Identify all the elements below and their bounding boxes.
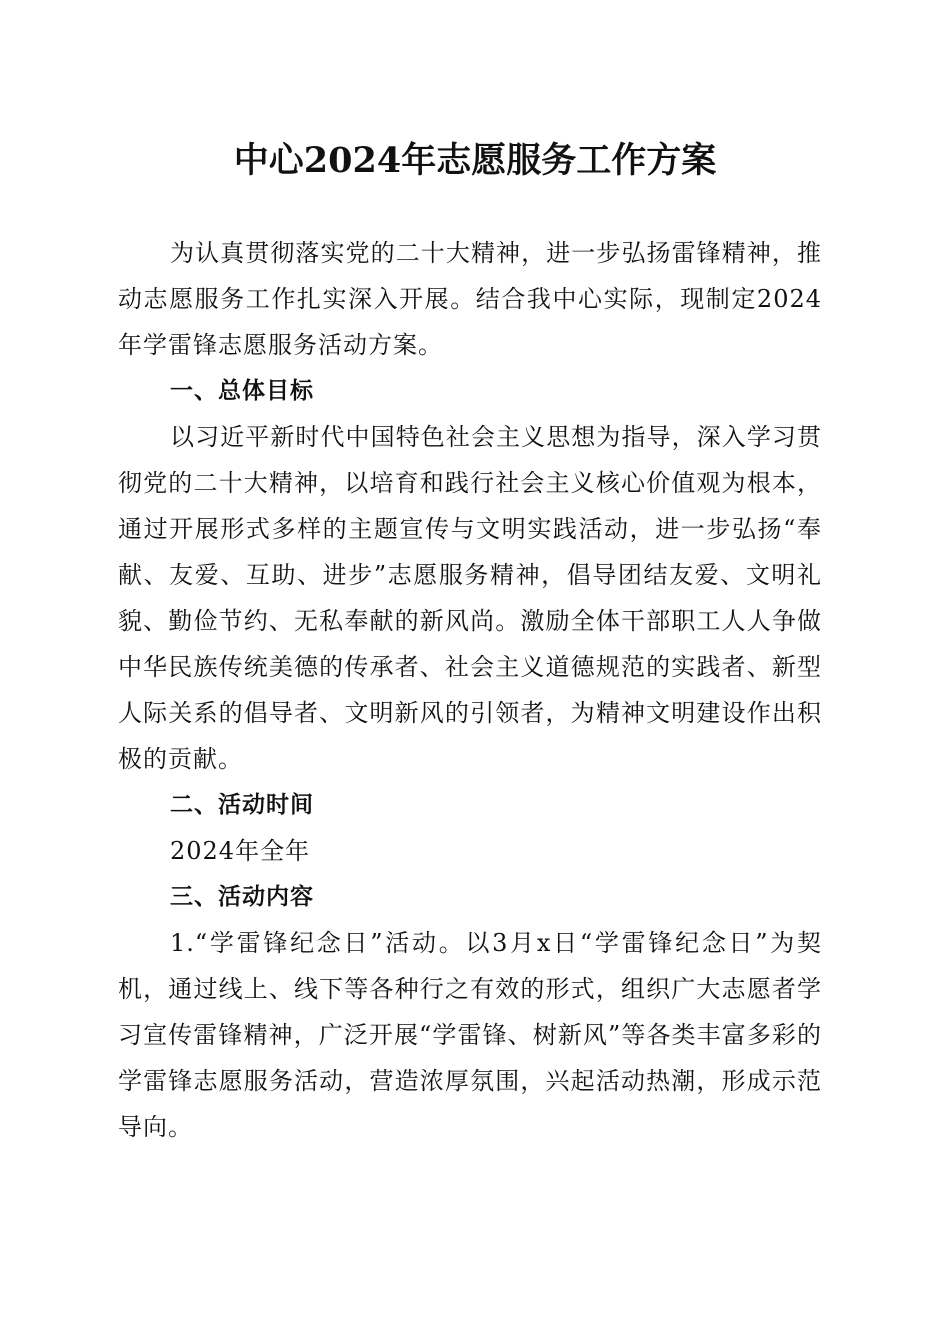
goals-paragraph: 以习近平新时代中国特色社会主义思想为指导，深入学习贯彻党的二十大精神，以培育和践行社会主义核心价值观为根本，通过开展形式多样的主题宣传与文明实践活动，进一步弘扬“奉献、友爱、互助、进步”志愿服务精神，倡导团结友爱、文明礼貌、勤俭节约、无私奉献的新风尚。激励全体干部职工人人争做中华民族传统美德的传承者、社会主义道德规范的实践者、新型人际关系的倡导者、文明新风的引领者，为精神文明建设作出积极的贡献。 [118,423,822,773]
section-heading-content: 三、活动内容 [170,884,314,910]
section-heading-time: 二、活动时间 [170,792,314,818]
intro-paragraph: 为认真贯彻落实党的二十大精神，进一步弘扬雷锋精神，推动志愿服务工作扎实深入开展。结合我中心实际，现制定2024年学雷锋志愿服务活动方案。 [118,239,822,359]
section-heading-goals: 一、总体目标 [170,378,314,404]
time-paragraph: 2024年全年 [170,837,311,865]
content-paragraph-1: 1.“学雷锋纪念日”活动。以3月x日“学雷锋纪念日”为契机，通过线上、线下等各种行之有效的形式，组织广大志愿者学习宣传雷锋精神，广泛开展“学雷锋、树新风”等各类丰富多彩的学雷锋志愿服务活动，营造浓厚氛围，兴起活动热潮，形成示范导向。 [118,929,822,1141]
document-body [118,230,822,1150]
document-title: 中心2024年志愿服务工作方案 [233,140,717,181]
